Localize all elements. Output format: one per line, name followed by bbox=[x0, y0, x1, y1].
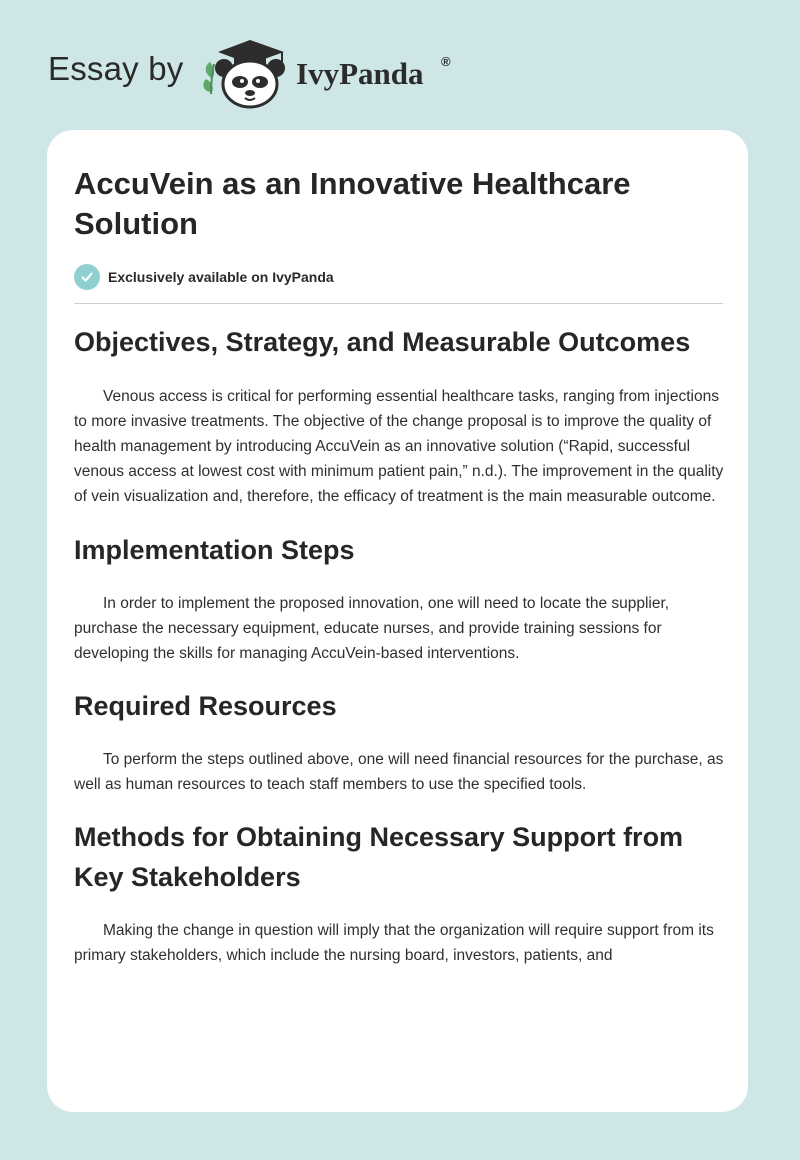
section-paragraph-resources: To perform the steps outlined above, one will need financial resources for the purchase, as well as human resources to teach staff members to use the specified tools. bbox=[74, 751, 724, 793]
registered-mark: ® bbox=[441, 54, 451, 69]
section-paragraph-implementation: In order to implement the proposed innovation, one will need to locate the supplier, purchase the necessary equipment, educate nurses, and provide training sessions for developing the skills for managing AccuVein-based interventions. bbox=[74, 595, 670, 662]
exclusive-badge-label: Exclusively available on IvyPanda bbox=[108, 269, 334, 285]
site-header bbox=[0, 0, 800, 130]
essay-card bbox=[47, 130, 748, 1112]
panda-graduate-logo-icon[interactable] bbox=[198, 34, 294, 110]
section-heading-implementation: Implementation Steps bbox=[74, 535, 355, 565]
section-paragraph-support: Making the change in question will imply that the organization will require support from its primary stakeholders, which include the nursing board, investors, patients, and bbox=[74, 922, 714, 964]
brand-prefix: Essay by bbox=[48, 50, 184, 87]
section-heading-support: Methods for Obtaining Necessary Support from Key Stakeholders bbox=[74, 822, 684, 892]
page-title: AccuVein as an Innovative Healthcare Solution bbox=[74, 166, 631, 241]
check-circle-icon bbox=[74, 264, 100, 290]
section-paragraph-objectives: Venous access is critical for performing essential healthcare tasks, ranging from injections to more invasive treatments. The objective of the change proposal is to improve the quality of health management by introducing AccuVein as an innovative solution (“Rapid, successful venous access at lowest cost with minimum patient pain,” n.d.). The improvement in the quality of vein visualization and, therefore, the efficacy of treatment is the main measurable outcome. bbox=[74, 388, 724, 505]
exclusive-badge bbox=[74, 264, 334, 290]
section-heading-resources: Required Resources bbox=[74, 691, 337, 721]
section-heading-objectives: Objectives, Strategy, and Measurable Outcomes bbox=[74, 327, 691, 357]
divider bbox=[74, 303, 723, 304]
essay-body bbox=[74, 322, 724, 968]
brand-name[interactable]: IvyPanda bbox=[296, 56, 424, 91]
